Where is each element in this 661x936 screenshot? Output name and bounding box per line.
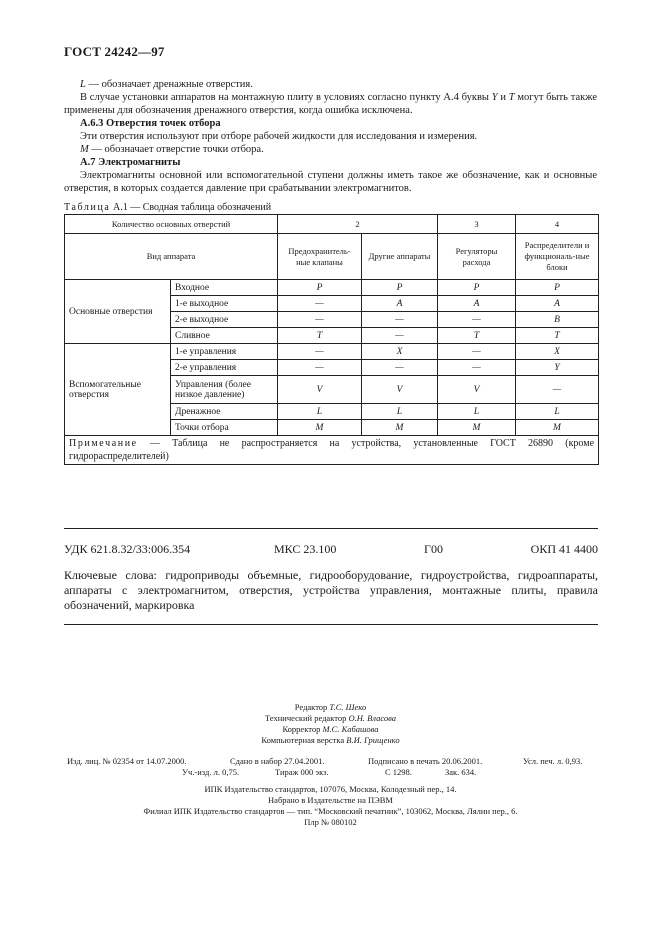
cell-value: X xyxy=(516,344,599,360)
cell-value: — xyxy=(516,376,599,404)
publisher-line-1: ИПК Издательство стандартов, 107076, Москва, Колодезный пер., 14. xyxy=(204,784,457,794)
cell-value: B xyxy=(516,312,599,328)
cell-value: P xyxy=(438,280,516,296)
editor-name: Т.С. Шеко xyxy=(329,702,367,712)
row-name: 2-е управления xyxy=(171,360,278,376)
cell-value: — xyxy=(278,296,362,312)
header-count-label: Количество основных отверстий xyxy=(65,215,278,234)
group-aux-ports: Вспомогательные отверстия xyxy=(65,344,171,436)
cell-value: T xyxy=(278,328,362,344)
corrector-name: М.С. Кабашова xyxy=(322,724,379,734)
credit-corrector xyxy=(0,724,661,735)
text-and: и xyxy=(497,92,509,103)
imprint-sdano: Сдано в набор 27.04.2001. xyxy=(230,756,325,766)
cell-value: — xyxy=(278,344,362,360)
publisher-line-3: Филиал ИПК Издательство стандартов — тип. “Московский печатник”, 103062, Москва, Лялин пер., 6. xyxy=(143,806,518,816)
okp-code: ОКП 41 4400 xyxy=(530,542,598,556)
cell-value: A xyxy=(438,296,516,312)
row-name: 1-е выходное xyxy=(171,296,278,312)
cell-value: L xyxy=(516,404,599,420)
cell-value: M xyxy=(438,420,516,436)
table-header-row xyxy=(65,234,599,280)
header-count-3: 3 xyxy=(438,215,516,234)
imprint-usl: Усл. печ. л. 0,93. xyxy=(523,756,583,766)
cell-value: P xyxy=(516,280,599,296)
header-relief-valves: Предохранитель-ные клапаны xyxy=(278,234,362,280)
layout-name: В.И. Грищенко xyxy=(346,735,400,745)
cell-value: L xyxy=(438,404,516,420)
cell-value: M xyxy=(278,420,362,436)
editor-label: Редактор xyxy=(294,702,330,712)
section-a7: А.7 Электромагниты xyxy=(80,157,181,168)
header-other-devices: Другие аппараты xyxy=(362,234,438,280)
header-flow-regulators: Регуляторы расхода xyxy=(438,234,516,280)
tech-editor-label: Технический редактор xyxy=(264,713,349,723)
page-header: ГОСТ 24242—97 xyxy=(64,44,165,59)
credit-editor xyxy=(0,702,661,713)
paragraph-m xyxy=(64,143,597,156)
divider-bottom xyxy=(64,624,598,625)
layout-label: Компьютерная верстка xyxy=(261,735,347,745)
mks-code: МКС 23.100 xyxy=(274,542,337,556)
symbol-y: Y xyxy=(491,92,498,103)
header-device-type: Вид аппарата xyxy=(65,234,278,280)
row-name: 1-е управления xyxy=(171,344,278,360)
summary-table xyxy=(64,214,599,465)
table-header-row xyxy=(65,215,599,234)
tech-editor-name: О.Н. Власова xyxy=(348,713,397,723)
divider-top xyxy=(64,528,598,529)
cell-value: — xyxy=(438,344,516,360)
corrector-label: Корректор xyxy=(282,724,323,734)
imprint-podpisano: Подписано в печать 20.06.2001. xyxy=(368,756,483,766)
g-code: Г00 xyxy=(424,542,443,556)
imprint-tirazh: Тираж 000 экз. xyxy=(275,767,329,777)
text-p2a: В случае установки аппаратов на монтажную плиту в условиях согласно пункту А.4 буквы xyxy=(80,92,492,103)
cell-value: T xyxy=(516,328,599,344)
cell-value: P xyxy=(362,280,438,296)
text-p2b: могут быть также применены для обозначения дренажного отверстия, когда ошибка исключена. xyxy=(64,92,597,116)
cell-value: V xyxy=(362,376,438,404)
note-word: Примечание xyxy=(69,438,138,449)
udk-code: УДК 621.8.32/33:006.354 xyxy=(64,542,191,556)
header-distributors: Распределители и функциональ-ные блоки xyxy=(516,234,599,280)
paragraph-y-t xyxy=(64,91,597,117)
note-rest: — Таблица не распространяется на устройства, установленные ГОСТ 26890 (кроме гидрораспределителей) xyxy=(69,438,595,462)
cell-value: V xyxy=(278,376,362,404)
imprint-zak: Зак. 634. xyxy=(445,767,477,777)
section-a63: А.6.3 Отверстия точек отбора xyxy=(80,118,221,129)
cell-value: A xyxy=(516,296,599,312)
cell-value: — xyxy=(362,328,438,344)
cell-value: M xyxy=(516,420,599,436)
symbol-t: T xyxy=(508,92,515,103)
paragraph-sampling: Эти отверстия используют при отборе рабочей жидкости для исследования и измерения. xyxy=(80,131,478,142)
row-name: Дренажное xyxy=(171,404,278,420)
cell-value: M xyxy=(362,420,438,436)
row-name: 2-е выходное xyxy=(171,312,278,328)
cell-value: — xyxy=(278,360,362,376)
paragraph-l xyxy=(64,78,597,91)
imprint-license: Изд. лиц. № 02354 от 14.07.2000. xyxy=(67,756,187,766)
cell-value: — xyxy=(438,312,516,328)
imprint-c: С 1298. xyxy=(385,767,412,777)
row-name: Входное xyxy=(171,280,278,296)
cell-value: L xyxy=(278,404,362,420)
cell-value: — xyxy=(438,360,516,376)
imprint-uch: Уч.-изд. л. 0,75. xyxy=(182,767,240,777)
credit-layout xyxy=(0,735,661,746)
cell-value: — xyxy=(362,360,438,376)
publisher-line-2: Набрано в Издательстве на ПЭВМ xyxy=(268,795,393,805)
table-row xyxy=(65,344,599,360)
row-name: Сливное xyxy=(171,328,278,344)
text-m: — обозначает отверстие точки отбора. xyxy=(88,144,264,155)
cell-value: P xyxy=(278,280,362,296)
symbol-l: L xyxy=(80,79,86,90)
group-main-ports: Основные отверстия xyxy=(65,280,171,344)
cell-value: A xyxy=(362,296,438,312)
caption-word: Таблица xyxy=(64,202,111,213)
cell-value: — xyxy=(278,312,362,328)
row-name: Точки отбора xyxy=(171,420,278,436)
keywords: Ключевые слова: гидроприводы объемные, гидрооборудование, гидроустройства, гидроаппараты, аппараты с электромагнитом, отверстия, устройства управления, монтажные плиты, правила обозначений, маркировка xyxy=(64,568,598,612)
table-note xyxy=(65,436,599,465)
cell-value: Y xyxy=(516,360,599,376)
header-count-4: 4 xyxy=(516,215,599,234)
symbol-m: M xyxy=(80,144,89,155)
cell-value: T xyxy=(438,328,516,344)
table-note-row xyxy=(65,436,599,465)
row-name: Управления (более низкое давление) xyxy=(171,376,278,404)
credit-tech-editor xyxy=(0,713,661,724)
cell-value: — xyxy=(362,312,438,328)
body-text xyxy=(64,78,597,195)
text-l: — обозначает дренажные отверстия. xyxy=(85,79,253,90)
cell-value: V xyxy=(438,376,516,404)
caption-rest: А.1 — Сводная таблица обозначений xyxy=(110,202,272,213)
publisher-line-4: Плр № 080102 xyxy=(304,817,357,827)
table-caption xyxy=(64,202,271,213)
paragraph-electromagnets: Электромагниты основной или вспомогательной ступени должны иметь такое же обозначение, как и основные отверстия, в которых создается давление при срабатывании электромагнитов. xyxy=(64,170,597,194)
header-count-2: 2 xyxy=(278,215,438,234)
cell-value: L xyxy=(362,404,438,420)
table-row xyxy=(65,280,599,296)
cell-value: X xyxy=(362,344,438,360)
